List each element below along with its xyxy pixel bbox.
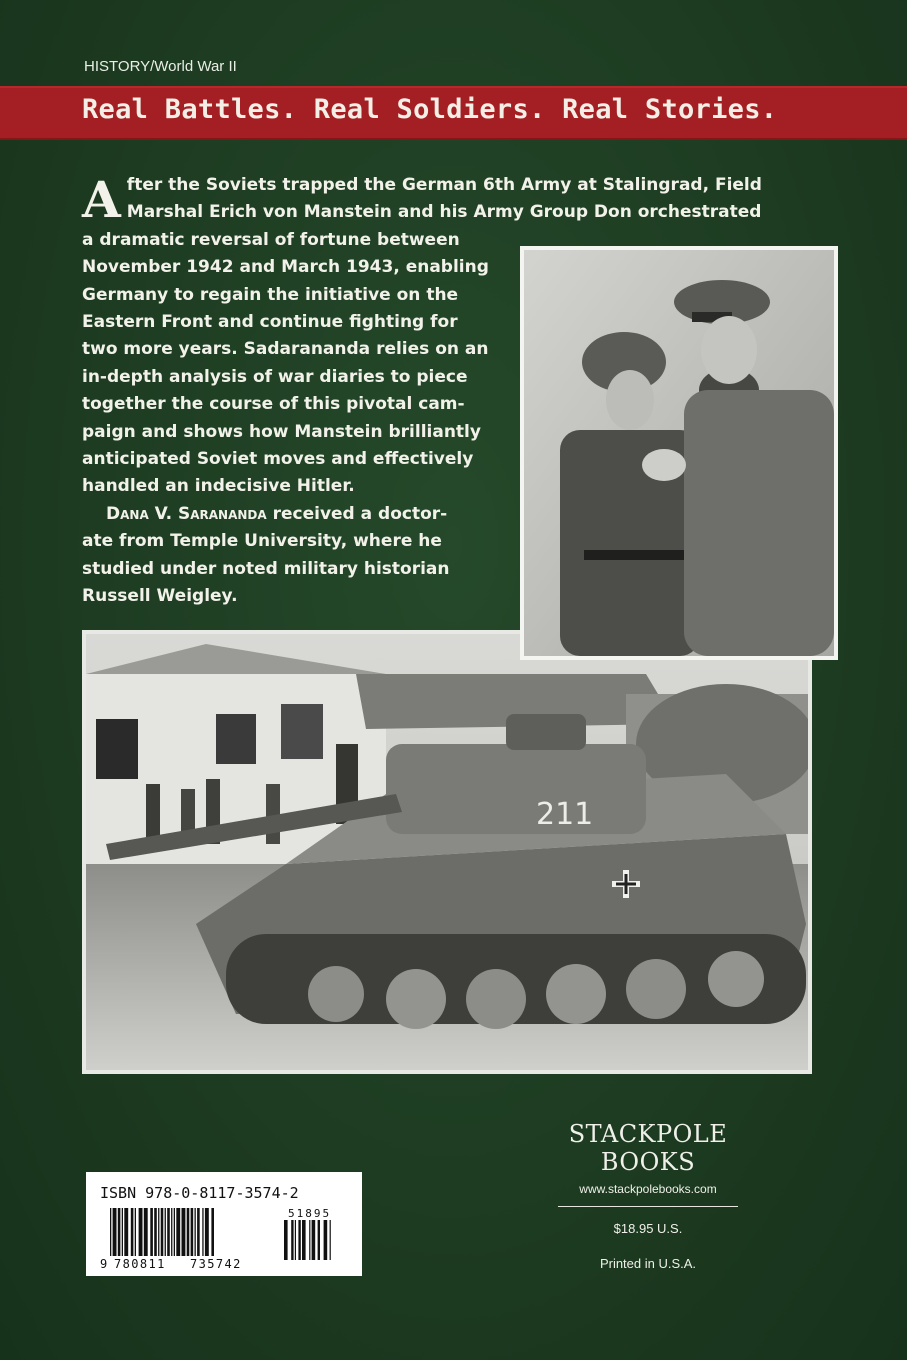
officer-photo-image — [524, 250, 834, 656]
category-label: HISTORY/World War II — [84, 58, 237, 75]
isbn-label: ISBN 978-0-8117-3574-2 — [100, 1184, 299, 1202]
barcode-bar — [202, 1208, 203, 1256]
barcode-addon-bar — [318, 1220, 320, 1260]
barcode-bar — [205, 1208, 209, 1256]
author-name: Dana V. Sarananda — [106, 503, 267, 524]
author-bio-line: ate from Temple University, where he — [82, 531, 442, 552]
description-line: November 1942 and March 1943, enabling — [82, 257, 489, 278]
barcode-addon-bar — [284, 1220, 288, 1260]
barcode-lead-digit: 9 — [100, 1257, 108, 1270]
barcode-addon-bar — [309, 1220, 310, 1260]
drop-cap: A — [82, 170, 121, 229]
author-bio-line: studied under noted military historian — [82, 558, 450, 579]
barcode-bar — [211, 1208, 214, 1256]
publisher-website: www.stackpolebooks.com — [579, 1182, 717, 1196]
barcode-bar — [131, 1208, 134, 1256]
barcode-bar — [167, 1208, 170, 1256]
description-line: together the course of this pivotal cam- — [82, 394, 465, 415]
publisher-name-line1: STACKPOLE — [568, 1120, 728, 1148]
description-line: in-depth analysis of war diaries to piece — [82, 366, 468, 387]
barcode-addon-bar — [298, 1220, 300, 1260]
barcode-bar — [174, 1208, 175, 1256]
tagline-text: Real Battles. Real Soldiers. Real Stories. — [82, 94, 778, 125]
price-code: 51895 — [288, 1207, 332, 1220]
barcode-bar — [165, 1208, 166, 1256]
description-line: a dramatic reversal of fortune between — [82, 229, 460, 250]
author-bio-text: received a doctor- — [272, 503, 448, 524]
barcode-bar — [144, 1208, 148, 1256]
barcode-addon-bar — [312, 1220, 316, 1260]
barcode-bar — [195, 1208, 196, 1256]
barcode-bar — [154, 1208, 157, 1256]
barcode-addon-bar — [324, 1220, 328, 1260]
barcode-bar — [182, 1208, 186, 1256]
barcode-bar — [161, 1208, 164, 1256]
barcode-addon-bar — [291, 1220, 293, 1260]
publisher-block — [540, 1120, 756, 1271]
printed-in-label: Printed in U.S.A. — [599, 1256, 697, 1271]
barcode-bar — [150, 1208, 153, 1256]
description-line: anticipated Soviet moves and effectively — [82, 449, 474, 470]
author-bio-line: Russell Weigley. — [82, 586, 238, 607]
barcode-bar — [158, 1208, 159, 1256]
barcode-bar — [113, 1208, 117, 1256]
barcode-bar — [197, 1208, 200, 1256]
publisher-divider — [558, 1206, 738, 1207]
barcode-left-digits: 780811 — [114, 1257, 166, 1270]
tagline-banner — [0, 86, 907, 140]
description-line: fter the Soviets trapped the German 6th Army at Stalingrad, Field — [126, 175, 762, 195]
barcode-bar — [122, 1208, 123, 1256]
description-line: two more years. Sadarananda relies on an — [82, 339, 489, 360]
barcode-bar — [191, 1208, 194, 1256]
barcode-bar — [135, 1208, 136, 1256]
officer-photo — [520, 246, 838, 660]
barcode-addon-bar — [295, 1220, 296, 1260]
description-line: Germany to regain the initiative on the — [82, 284, 459, 305]
barcode-right-digits: 735742 — [190, 1257, 242, 1270]
barcode-bar — [176, 1208, 180, 1256]
barcode — [98, 1206, 350, 1270]
barcode-bar — [139, 1208, 143, 1256]
barcode-addon-bar — [330, 1220, 331, 1260]
tank-photo-image — [86, 634, 808, 1070]
barcode-bar — [171, 1208, 172, 1256]
publisher-name-line2: BOOKS — [600, 1148, 696, 1176]
price-label: $18.95 U.S. — [613, 1221, 683, 1236]
tank-photo — [82, 630, 812, 1074]
barcode-bar — [110, 1208, 111, 1256]
description-line: Marshal Erich von Manstein and his Army Group Don orchestrated — [126, 202, 762, 223]
barcode-bar — [124, 1208, 128, 1256]
barcode-addon-bar — [302, 1220, 306, 1260]
description-line: Eastern Front and continue fighting for — [82, 312, 458, 333]
barcode-bar — [118, 1208, 121, 1256]
description-line: handled an indecisive Hitler. — [82, 476, 355, 497]
description-line: paign and shows how Manstein brilliantly — [82, 421, 481, 442]
isbn-barcode-panel — [86, 1172, 362, 1276]
tank-number: 211 — [536, 797, 594, 832]
barcode-bar — [187, 1208, 190, 1256]
